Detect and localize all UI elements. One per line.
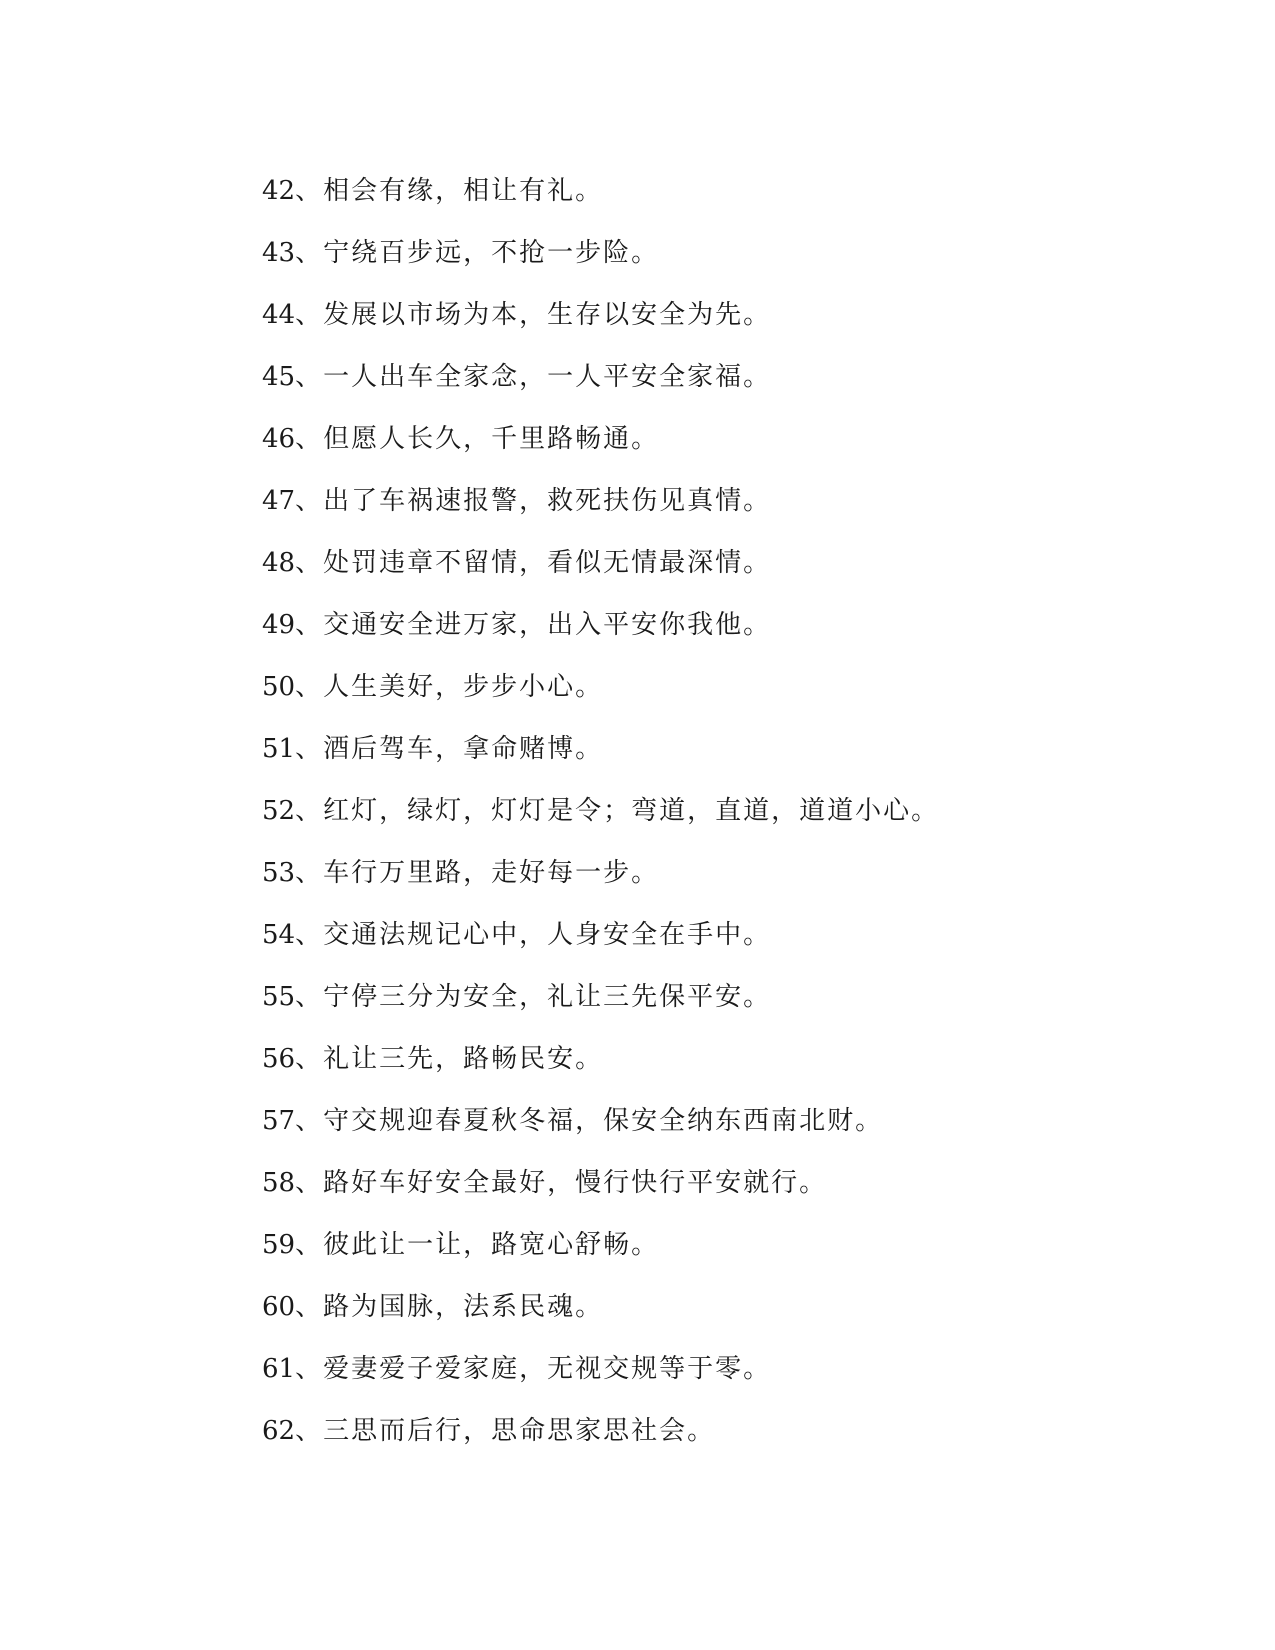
- item-text: 红灯，绿灯，灯灯是令；弯道，直道，道道小心。: [323, 796, 940, 826]
- item-separator: 、: [295, 238, 324, 268]
- list-item: [262, 222, 1222, 284]
- item-separator: 、: [295, 1416, 324, 1446]
- item-separator: 、: [295, 1106, 324, 1136]
- item-text: 相会有缘，相让有礼。: [323, 176, 604, 206]
- item-separator: 、: [295, 548, 324, 578]
- item-text: 出了车祸速报警，救死扶伤见真情。: [323, 486, 772, 516]
- item-separator: 、: [295, 486, 324, 516]
- item-number: 47: [262, 486, 296, 516]
- item-number: 45: [262, 362, 296, 392]
- list-item: [262, 160, 1222, 222]
- item-number: 43: [262, 238, 296, 268]
- item-text: 宁绕百步远，不抢一步险。: [323, 238, 660, 268]
- item-number: 46: [262, 424, 296, 454]
- item-text: 处罚违章不留情，看似无情最深情。: [323, 548, 772, 578]
- item-text: 车行万里路，走好每一步。: [323, 858, 660, 888]
- list-item: [262, 1400, 1222, 1462]
- list-item: [262, 718, 1222, 780]
- list-item: [262, 1028, 1222, 1090]
- item-separator: 、: [295, 796, 324, 826]
- item-number: 42: [262, 176, 296, 206]
- list-item: [262, 780, 1222, 842]
- item-text: 发展以市场为本，生存以安全为先。: [323, 300, 772, 330]
- list-item: [262, 408, 1222, 470]
- item-number: 58: [262, 1168, 296, 1198]
- list-item: [262, 346, 1222, 408]
- item-number: 62: [262, 1416, 296, 1446]
- item-number: 55: [262, 982, 296, 1012]
- item-number: 48: [262, 548, 296, 578]
- item-number: 59: [262, 1230, 296, 1260]
- item-separator: 、: [295, 1230, 324, 1260]
- item-number: 57: [262, 1106, 296, 1136]
- item-text: 一人出车全家念，一人平安全家福。: [323, 362, 772, 392]
- item-text: 彼此让一让，路宽心舒畅。: [323, 1230, 660, 1260]
- list-item: [262, 594, 1222, 656]
- item-separator: 、: [295, 424, 324, 454]
- list-item: [262, 532, 1222, 594]
- item-separator: 、: [295, 362, 324, 392]
- item-number: 61: [262, 1354, 296, 1384]
- item-separator: 、: [295, 982, 324, 1012]
- list-item: [262, 966, 1222, 1028]
- item-separator: 、: [295, 1168, 324, 1198]
- item-separator: 、: [295, 1354, 324, 1384]
- item-number: 60: [262, 1292, 296, 1322]
- item-separator: 、: [295, 300, 324, 330]
- item-number: 44: [262, 300, 296, 330]
- list-item: [262, 904, 1222, 966]
- item-text: 宁停三分为安全，礼让三先保平安。: [323, 982, 772, 1012]
- slogan-list: [262, 160, 1222, 1462]
- item-separator: 、: [295, 1292, 324, 1322]
- list-item: [262, 1276, 1222, 1338]
- list-item: [262, 284, 1222, 346]
- list-item: [262, 656, 1222, 718]
- item-number: 50: [262, 672, 296, 702]
- item-separator: 、: [295, 920, 324, 950]
- list-item: [262, 470, 1222, 532]
- list-item: [262, 1152, 1222, 1214]
- item-text: 交通法规记心中，人身安全在手中。: [323, 920, 772, 950]
- item-text: 礼让三先，路畅民安。: [323, 1044, 604, 1074]
- item-number: 54: [262, 920, 296, 950]
- item-number: 51: [262, 734, 296, 764]
- list-item: [262, 1338, 1222, 1400]
- item-number: 56: [262, 1044, 296, 1074]
- item-number: 52: [262, 796, 296, 826]
- item-number: 53: [262, 858, 296, 888]
- item-text: 交通安全进万家，出入平安你我他。: [323, 610, 772, 640]
- item-separator: 、: [295, 672, 324, 702]
- item-text: 三思而后行，思命思家思社会。: [323, 1416, 716, 1446]
- item-separator: 、: [295, 176, 324, 206]
- item-text: 守交规迎春夏秋冬福，保安全纳东西南北财。: [323, 1106, 884, 1136]
- item-text: 酒后驾车，拿命赌博。: [323, 734, 604, 764]
- item-separator: 、: [295, 734, 324, 764]
- item-separator: 、: [295, 1044, 324, 1074]
- item-text: 人生美好，步步小心。: [323, 672, 604, 702]
- list-item: [262, 842, 1222, 904]
- item-separator: 、: [295, 858, 324, 888]
- item-separator: 、: [295, 610, 324, 640]
- item-text: 但愿人长久，千里路畅通。: [323, 424, 660, 454]
- item-text: 路好车好安全最好，慢行快行平安就行。: [323, 1168, 828, 1198]
- item-number: 49: [262, 610, 296, 640]
- item-text: 路为国脉，法系民魂。: [323, 1292, 604, 1322]
- item-text: 爱妻爱子爱家庭，无视交规等于零。: [323, 1354, 772, 1384]
- list-item: [262, 1214, 1222, 1276]
- list-item: [262, 1090, 1222, 1152]
